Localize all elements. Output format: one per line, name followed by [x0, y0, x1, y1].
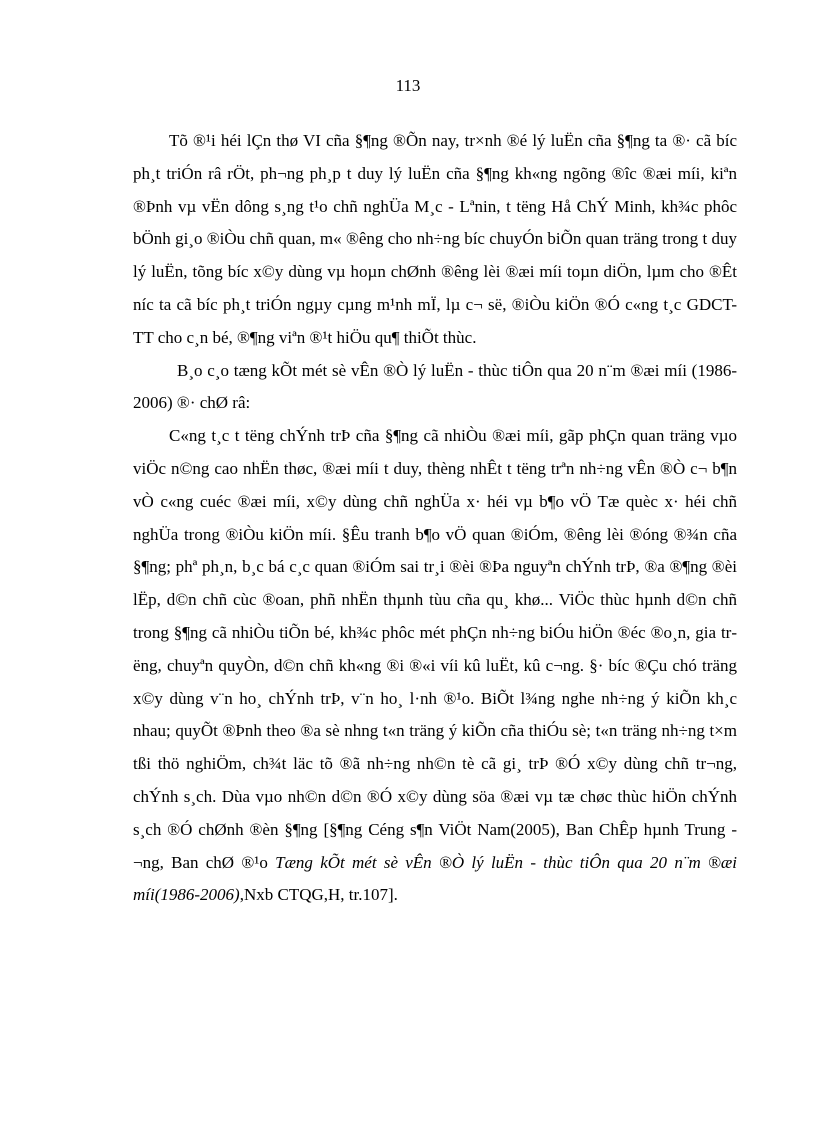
- paragraph: B¸o c¸o tæng kÕt mét sè vÊn ®Ò lý luËn - thùc tiÔn qua 20 n¨m ®æi míi (1986-2006) ®· chØ râ:: [133, 360, 737, 413]
- citation-title: Tæng kÕt mét sè vÊn ®Ò lý luËn - thùc tiÔn qua 20 n¨m ®æi míi(1986-2006): [133, 852, 737, 905]
- body-text: [133, 125, 737, 912]
- paragraph-quote: [133, 420, 737, 912]
- paragraph: Tõ ®¹i héi lÇn thø VI cña §¶ng ®Õn nay, tr×nh ®é lý luËn cña §¶ng ta ®· cã bíc ph¸t triÓn râ rÖt, ph¬ng ph¸p t duy lý luËn cña §¶ng kh«ng ngõng ®îc ®æi míi, kiªn ®Þnh vµ vËn dông s¸ng t¹o chñ nghÜa M¸c - Lªnin, t tëng Hå ChÝ Minh, kh¾c phôc bÖnh gi¸o ®iÒu chñ quan, m« ®êng cho nh÷ng bíc chuyÓn biÕn quan träng trong t duy lý luËn, tõng bíc x©y dùng vµ hoµn chØnh ®êng lèi ®æi míi toµn diÖn, lµm cho ®Êt níc ta cã bíc ph¸t triÓn ngµy cµng m¹nh mÏ, lµ c¬ së, ®iÒu kiÖn ®Ó c«ng t¸c GDCT-TT cho c¸n bé, ®¶ng viªn ®¹t hiÖu qu¶ thiÕt thùc.: [133, 131, 737, 347]
- page-number: 113: [395, 76, 421, 95]
- citation-source: ,Nxb CTQG,H, tr.107].: [239, 885, 398, 905]
- quote-text: C«ng t¸c t tëng chÝnh trÞ cña §¶ng cã nhiÒu ®æi míi, gãp phÇn quan träng vµo viÖc n©ng cao nhËn thøc, ®æi míi t duy, thèng nhÊt t tëng trªn nh÷ng vÊn ®Ò c¬ b¶n vÒ c«ng cuéc ®æi míi, x©y dùng chñ nghÜa x· héi vµ b¶o vÖ Tæ quèc x· héi chñ nghÜa trong ®iÒu kiÖn míi. §Êu tranh b¶o vÖ quan ®iÓm, ®êng lèi ®óng ®¾n cña §¶ng; phª ph¸n, b¸c bá c¸c quan ®iÓm sai tr¸i ®èi ®Þa nguyªn chÝnh trÞ, ®a ®¶ng ®èi lËp, d©n chñ cùc ®oan, phñ nhËn thµnh tùu cña qu¸ khø... ViÖc thùc hµnh d©n chñ trong §¶ng cã nhiÒu tiÕn bé, kh¾c phôc mét phÇn nh÷ng biÓu hiÖn ®éc ®o¸n, gia trëng, chuyªn quyÒn, d©n chñ kh«ng ®i ®«i víi kû luËt, kû c¬ng. §· bíc ®Çu chó träng x©y dùng v¨n ho¸ chÝnh trÞ, v¨n ho¸ l·nh ®¹o. BiÕt l¾ng nghe nh÷ng ý kiÕn kh¸c nhau; quyÕt ®Þnh theo ®a sè nhng t«n träng ý kiÕn cña thiÓu sè; t«n träng nh÷ng t×m tßi thö nghiÖm, ch¾t läc tõ ®ã nh÷ng nh©n tè cã gi¸ trÞ ®Ó x©y dùng chñ tr¬ng, chÝnh s¸ch. Dùa vµo nh©n d©n ®Ó x©y dùng söa ®æi vµ tæ chøc thùc hiÖn chÝnh s¸ch ®Ó chØnh ®èn §¶ng [§¶ng Céng s¶n ViÖt Nam(2005), Ban ChÊp hµnh Trung ¬ng, Ban chØ ®¹o: [133, 426, 737, 872]
